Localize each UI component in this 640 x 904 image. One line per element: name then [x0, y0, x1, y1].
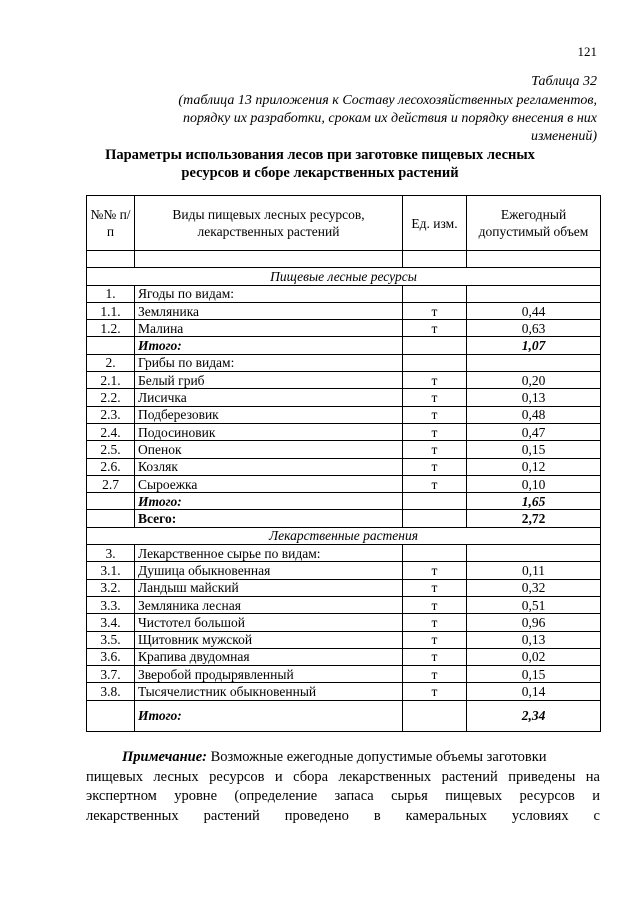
row-unit	[403, 285, 467, 302]
table-header-row	[87, 196, 601, 251]
table-row	[87, 423, 601, 440]
row-value: 0,20	[467, 372, 601, 389]
row-unit	[403, 700, 467, 731]
row-unit: т	[403, 614, 467, 631]
row-value	[467, 354, 601, 371]
table-section-row	[87, 268, 601, 285]
note-line-4: лекарственных растений проведено в камеральных условиях с	[86, 807, 600, 824]
row-value: 0,02	[467, 648, 601, 665]
row-unit: т	[403, 441, 467, 458]
row-number: 2.2.	[87, 389, 135, 406]
table-row	[87, 596, 601, 613]
row-number: 2.	[87, 354, 135, 371]
row-number	[87, 493, 135, 510]
row-name: Итого:	[135, 700, 403, 731]
table-row	[87, 614, 601, 631]
row-number: 2.1.	[87, 372, 135, 389]
table-section-row	[87, 527, 601, 544]
table-body	[87, 251, 601, 732]
row-value: 0,32	[467, 579, 601, 596]
row-number: 3.6.	[87, 648, 135, 665]
row-name: Тысячелистник обыкновенный	[135, 683, 403, 700]
row-name: Крапива двудомная	[135, 648, 403, 665]
row-number: 3.5.	[87, 631, 135, 648]
table-row	[87, 631, 601, 648]
table-row	[87, 285, 601, 302]
table-row	[87, 372, 601, 389]
row-name: Сыроежка	[135, 475, 403, 492]
row-number: 3.4.	[87, 614, 135, 631]
row-name: Чистотел большой	[135, 614, 403, 631]
blank-cell	[403, 251, 467, 268]
row-number	[87, 510, 135, 527]
row-number: 3.2.	[87, 579, 135, 596]
note-label: Примечание:	[122, 749, 208, 765]
row-number: 1.2.	[87, 320, 135, 337]
row-value: 0,15	[467, 441, 601, 458]
row-number: 2.6.	[87, 458, 135, 475]
table-note-line-3: изменений)	[530, 129, 597, 144]
row-value: 1,07	[467, 337, 601, 354]
row-name: Белый гриб	[135, 372, 403, 389]
note-text-1: Возможные ежегодные допустимые объемы заготовки	[207, 749, 547, 765]
table-note-line-1: (таблица 13 приложения к Составу лесохозяйственных регламентов,	[178, 93, 597, 108]
row-value: 0,51	[467, 596, 601, 613]
table-row	[87, 683, 601, 700]
row-value: 0,13	[467, 631, 601, 648]
row-number: 3.1.	[87, 562, 135, 579]
table-row	[87, 545, 601, 562]
table-total-row	[87, 493, 601, 510]
row-number: 3.3.	[87, 596, 135, 613]
row-value: 0,10	[467, 475, 601, 492]
table-row	[87, 441, 601, 458]
table-row	[87, 302, 601, 319]
row-name: Зверобой продырявленный	[135, 666, 403, 683]
row-value: 0,13	[467, 389, 601, 406]
table-row	[87, 406, 601, 423]
row-name: Подосиновик	[135, 423, 403, 440]
table-row	[87, 475, 601, 492]
table-title-line-2: ресурсов и сборе лекарственных растений	[181, 165, 459, 181]
table-total-row	[87, 337, 601, 354]
table-note-line-2: порядку их разработки, срокам их действия и порядку внесения в них	[183, 111, 597, 126]
row-unit	[403, 493, 467, 510]
row-value: 1,65	[467, 493, 601, 510]
row-unit: т	[403, 320, 467, 337]
row-name: Земляника лесная	[135, 596, 403, 613]
page-number: 121	[577, 44, 597, 59]
row-name: Малина	[135, 320, 403, 337]
row-number	[87, 700, 135, 731]
row-unit: т	[403, 406, 467, 423]
note	[86, 748, 600, 826]
row-number: 2.3.	[87, 406, 135, 423]
row-value: 0,11	[467, 562, 601, 579]
row-value: 2,72	[467, 510, 601, 527]
row-unit	[403, 545, 467, 562]
row-name: Итого:	[135, 493, 403, 510]
row-unit	[403, 337, 467, 354]
row-unit: т	[403, 596, 467, 613]
header-volume: Ежегодный допустимый объем	[467, 196, 601, 251]
row-value: 0,48	[467, 406, 601, 423]
row-name: Итого:	[135, 337, 403, 354]
row-value: 0,12	[467, 458, 601, 475]
row-number: 3.7.	[87, 666, 135, 683]
row-unit: т	[403, 389, 467, 406]
row-unit: т	[403, 579, 467, 596]
row-name: Ландыш майский	[135, 579, 403, 596]
row-unit: т	[403, 648, 467, 665]
section-title: Пищевые лесные ресурсы	[87, 268, 601, 285]
row-name: Опенок	[135, 441, 403, 458]
row-unit: т	[403, 372, 467, 389]
row-value: 0,47	[467, 423, 601, 440]
table-total-row	[87, 700, 601, 731]
note-line-3: экспертном уровне (определение запаса сырья пищевых ресурсов и	[86, 788, 600, 804]
row-name: Всего:	[135, 510, 403, 527]
row-name: Душица обыкновенная	[135, 562, 403, 579]
row-value: 0,96	[467, 614, 601, 631]
row-name: Ягоды по видам:	[135, 285, 403, 302]
row-unit: т	[403, 666, 467, 683]
row-value: 2,34	[467, 700, 601, 731]
row-unit	[403, 510, 467, 527]
table-blank-row	[87, 251, 601, 268]
table-row	[87, 458, 601, 475]
row-name: Подберезовик	[135, 406, 403, 423]
row-unit: т	[403, 475, 467, 492]
row-number: 1.	[87, 285, 135, 302]
row-number: 3.8.	[87, 683, 135, 700]
table-row	[87, 666, 601, 683]
table-row	[87, 648, 601, 665]
row-name: Лисичка	[135, 389, 403, 406]
section-title: Лекарственные растения	[87, 527, 601, 544]
row-unit	[403, 354, 467, 371]
row-unit: т	[403, 562, 467, 579]
row-unit: т	[403, 302, 467, 319]
note-line-2: пищевых лесных ресурсов и сбора лекарственных растений приведены на	[86, 768, 600, 785]
row-number: 2.7	[87, 475, 135, 492]
row-value: 0,44	[467, 302, 601, 319]
row-unit: т	[403, 683, 467, 700]
table-label: Таблица 32	[531, 74, 597, 89]
note-line-1	[86, 748, 600, 768]
blank-cell	[87, 251, 135, 268]
row-name: Лекарственное сырье по видам:	[135, 545, 403, 562]
table-row	[87, 320, 601, 337]
resources-table	[86, 195, 601, 732]
row-number	[87, 337, 135, 354]
header-type: Виды пищевых лесных ресурсов, лекарственных растений	[135, 196, 403, 251]
row-unit: т	[403, 458, 467, 475]
row-name: Щитовник мужской	[135, 631, 403, 648]
row-unit: т	[403, 631, 467, 648]
blank-cell	[467, 251, 601, 268]
row-name: Грибы по видам:	[135, 354, 403, 371]
row-unit: т	[403, 423, 467, 440]
table-row	[87, 389, 601, 406]
row-number: 2.4.	[87, 423, 135, 440]
table-title-line-1: Параметры использования лесов при заготовке пищевых лесных	[105, 147, 535, 163]
table-row	[87, 562, 601, 579]
header-unit: Ед. изм.	[403, 196, 467, 251]
header-number: №№ п/п	[87, 196, 135, 251]
table-total-row	[87, 510, 601, 527]
row-number: 1.1.	[87, 302, 135, 319]
row-value	[467, 545, 601, 562]
table-row	[87, 579, 601, 596]
row-name: Козляк	[135, 458, 403, 475]
row-name: Земляника	[135, 302, 403, 319]
row-value: 0,15	[467, 666, 601, 683]
row-value: 0,14	[467, 683, 601, 700]
blank-cell	[135, 251, 403, 268]
row-value: 0,63	[467, 320, 601, 337]
row-number: 3.	[87, 545, 135, 562]
row-number: 2.5.	[87, 441, 135, 458]
table-row	[87, 354, 601, 371]
row-value	[467, 285, 601, 302]
